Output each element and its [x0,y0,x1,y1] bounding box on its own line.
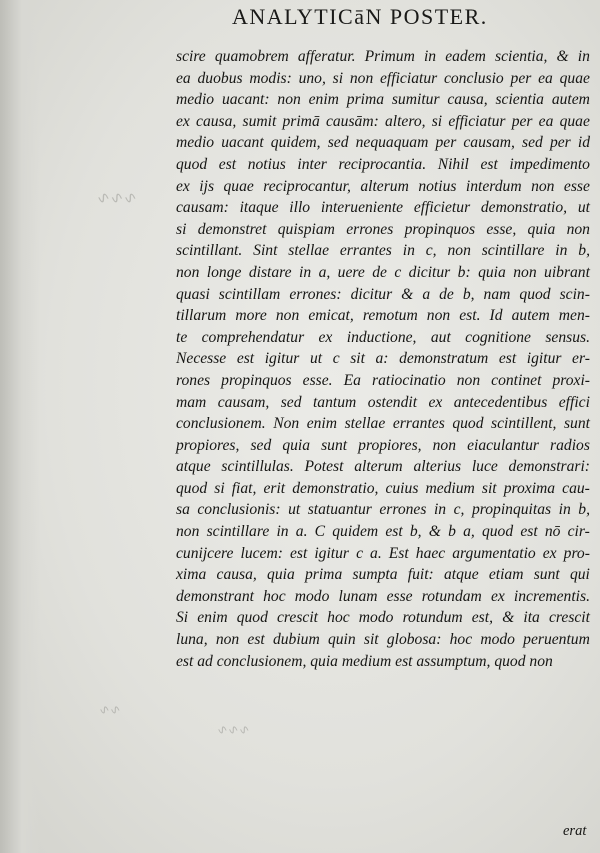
text-line: medio uacant quidem, sed nequaquam per causam, sed per id [176,134,590,152]
binding-shadow [0,0,40,853]
text-line: Si enim quod crescit hoc modo rotundum est, & ita crescit [176,609,590,627]
text-line: causam: itaque illo interueniente efficietur demonstratio, ut [176,199,590,217]
text-line: si demonstret quispiam errones propinquos esse, quia non [176,220,590,238]
text-line: luna, non est dubium quin sit globosa: hoc modo peruentum [176,631,590,649]
text-line: ea duobus modis: uno, si non efficiatur conclusio per ea quae [176,69,590,87]
catchword: erat [563,823,587,839]
text-line: quasi scintillam errones: dicitur & a de b, nam quod scin- [176,285,590,303]
text-line: quod est notius inter reciprocantia. Nihil est impedimento [176,155,590,173]
text-line: quod si fiat, erit demonstratio, cuius medium sit proxima cau- [176,479,590,497]
text-line: cunijcere lucem: est igitur c a. Est haec argumentatio ex pro- [176,544,590,562]
text-line: scintillant. Sint stellae errantes in c, non scintillare in b, [176,242,590,260]
text-line: ex ijs quae reciprocantur, alterum notius interdum non esse [176,177,590,195]
text-line: sa conclusionis: ut statuantur errones in c, propinquitas in b, [176,501,590,519]
text-line: non scintillare in a. C quidem est b, & b a, quod est nō cir- [176,523,590,541]
text-line: te comprehendatur ex inductione, aut cognitione sensus. [176,328,590,346]
text-line: propiores, sed quia sunt propiores, non eiaculantur radios [176,436,590,454]
text-line: medio uacant: non enim prima sumitur causa, scientia autem [176,91,590,109]
text-line: scire quamobrem afferatur. Primum in eadem scientia, & in [176,48,590,65]
body-text-block [176,46,590,672]
text-line: rones propinquos esse. Ea ratiocinatio non continet proxi- [176,371,590,389]
text-line: xima causa, quia prima sumpta fuit: atque etiam sunt qui [176,566,590,584]
text-line: est ad conclusionem, quia medium est assumptum, quod non [176,652,553,670]
show-through-mark: ∿∿ [100,702,122,717]
text-line: mam causam, sed tantum ostendit ex antecedentibus effici [176,393,590,411]
running-head: ANALYTICāN POSTER. [232,4,488,29]
text-line: tillarum more non emicat, remotum non est. Id autem men- [176,307,590,325]
show-through-mark: ∿∿∿ [218,722,251,737]
text-line: Necesse est igitur ut c sit a: demonstratum est igitur er- [176,350,590,368]
text-line: ex causa, sumit primā causām: altero, si efficiatur per ea quae [176,112,590,130]
text-line: demonstrant hoc modo lunam esse rotundam ex incrementis. [176,587,590,605]
text-line: non longe distare in a, uere de c dicitur b: quia non uibrant [176,263,590,281]
show-through-mark: ∿∿∿ [98,190,139,207]
text-line: atque scintillulas. Potest alterum alterius luce demonstrari: [176,458,590,476]
text-line: conclusionem. Non enim stellae errantes quod scintillent, sunt [176,415,590,433]
